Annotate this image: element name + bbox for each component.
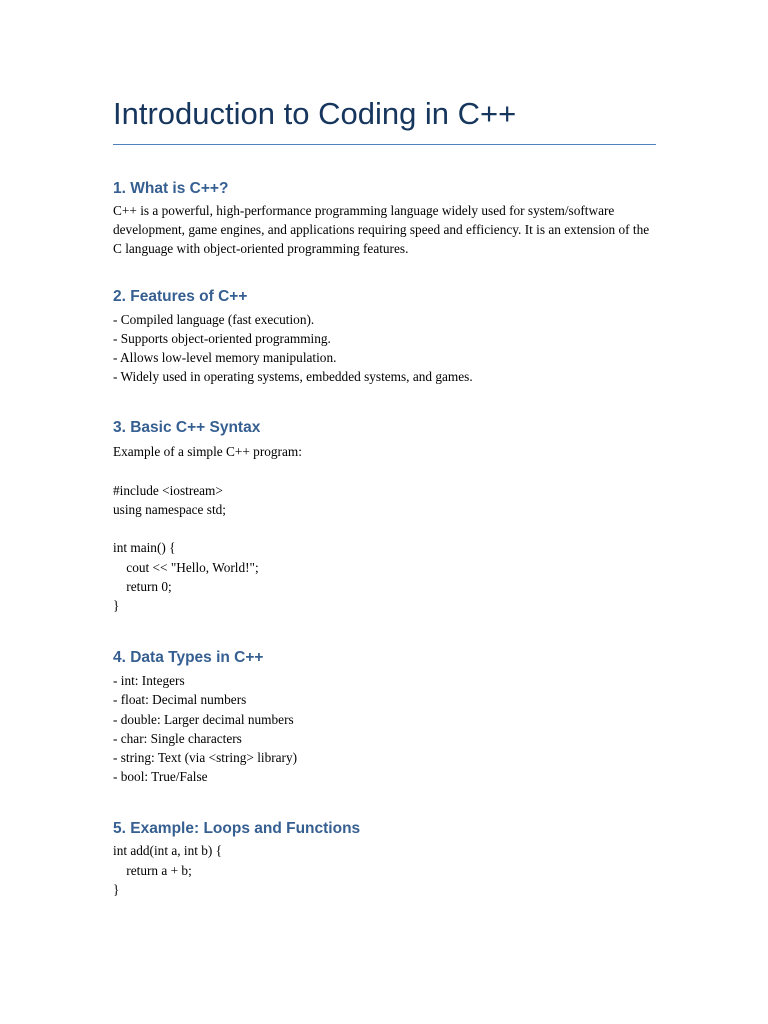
code-line: } — [113, 598, 120, 614]
section-what-is-cpp — [113, 179, 656, 259]
code-line: using namespace std; — [113, 502, 226, 518]
list-item: - char: Single characters — [113, 730, 242, 746]
list-item: - string: Text (via <string> library) — [113, 750, 298, 766]
section-data-types — [113, 648, 656, 786]
blank-line — [113, 519, 656, 538]
list-item: - bool: True/False — [113, 769, 208, 785]
document-title: Introduction to Coding in C++ — [113, 92, 656, 145]
section-heading: 1. What is C++? — [113, 180, 229, 197]
code-line: int add(int a, int b) { — [113, 843, 223, 859]
section-heading: 3. Basic C++ Syntax — [113, 419, 261, 437]
code-line: return a + b; — [113, 862, 192, 878]
code-line: #include <iostream> — [113, 482, 223, 498]
intro-line: Example of a simple C++ program: — [113, 444, 302, 460]
code-line: } — [113, 881, 120, 897]
section-heading: 4. Data Types in C++ — [113, 649, 264, 667]
section-loops-functions — [113, 819, 656, 899]
list-item: - float: Decimal numbers — [113, 692, 247, 708]
section-heading: 5. Example: Loops and Functions — [113, 820, 361, 838]
list-item: - Allows low-level memory manipulation. — [113, 350, 337, 366]
list-item: - Supports object-oriented programming. — [113, 330, 331, 346]
list-item: - int: Integers — [113, 673, 185, 689]
section-features — [113, 287, 656, 387]
section-paragraph: C++ is a powerful, high-performance programming language widely used for system/software development, game engines, and applications requiring speed and efficiency. It is an extension of the C language with object-oriented programming features. — [113, 203, 650, 257]
list-item: - Widely used in operating systems, embedded systems, and games. — [113, 369, 473, 385]
section-basic-syntax — [113, 418, 656, 615]
section-heading: 2. Features of C++ — [113, 287, 248, 305]
code-line: return 0; — [113, 578, 172, 594]
list-item: - Compiled language (fast execution). — [113, 311, 315, 327]
code-line: cout << "Hello, World!"; — [113, 559, 259, 575]
blank-line — [113, 462, 656, 481]
code-line: int main() { — [113, 540, 176, 556]
list-item: - double: Larger decimal numbers — [113, 711, 294, 727]
